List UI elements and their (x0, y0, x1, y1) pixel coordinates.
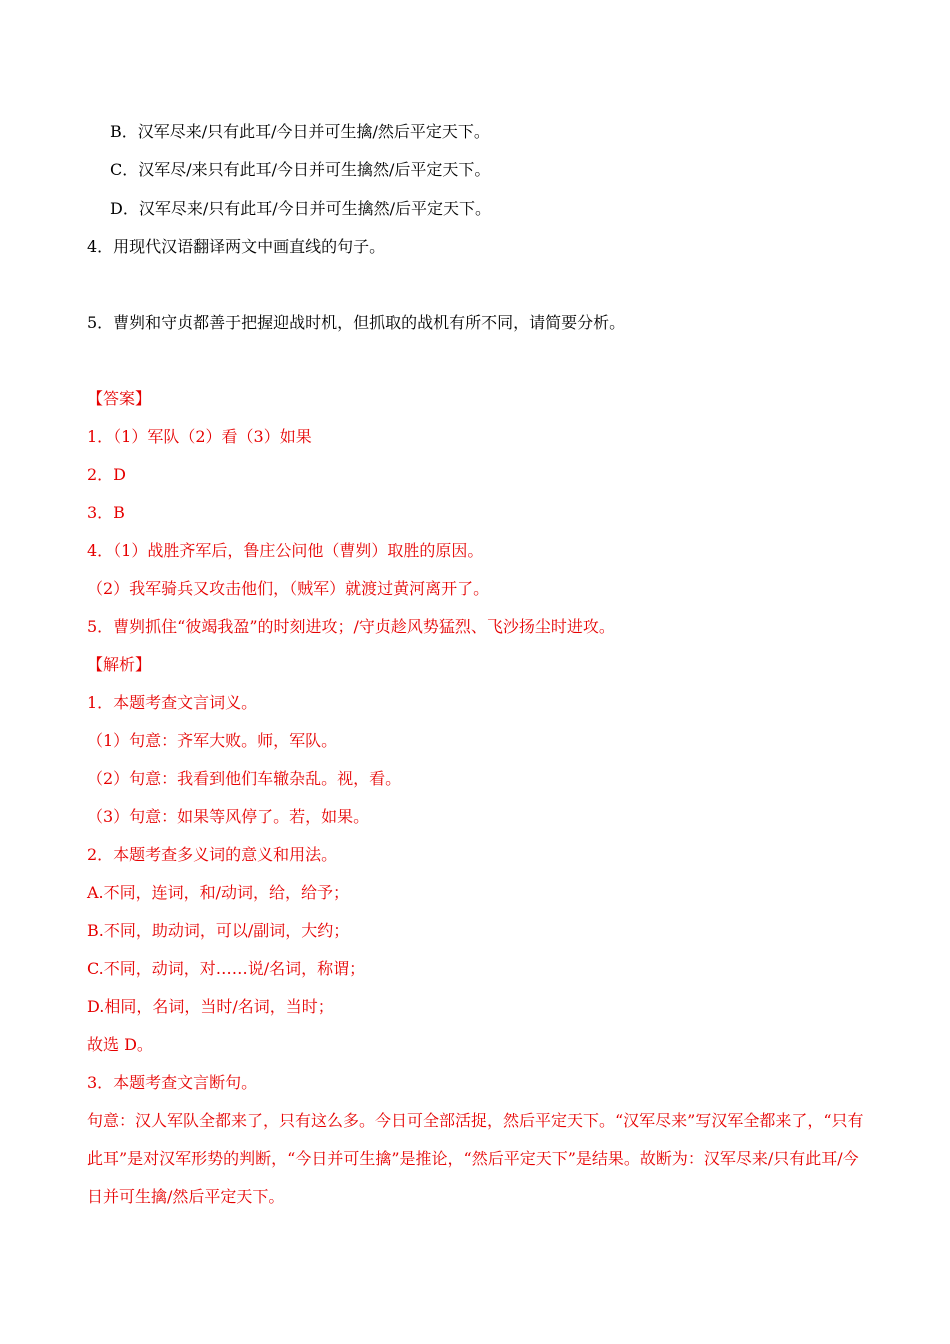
analysis-1: 1．本题考查文言词义。 (87, 693, 258, 712)
analysis-1-3: （3）句意：如果等风停了。若，如果。 (87, 807, 370, 826)
analysis-2-conclusion: 故选 D。 (87, 1035, 153, 1054)
answer-4-part-1: 4．（1）战胜齐军后，鲁庄公问他（曹刿）取胜的原因。 (87, 541, 484, 560)
answer-4-part-2: （2）我军骑兵又攻击他们，（贼军）就渡过黄河离开了。 (87, 579, 490, 598)
option-d: D．汉军尽来/只有此耳/今日并可生擒然/后平定天下。 (110, 199, 492, 218)
analysis-2-b: B.不同，助动词，可以/副词，大约； (87, 921, 350, 940)
analysis-3-text: 句意：汉人军队全都来了，只有这么多。今日可全部活捉，然后平定天下。“汉军尽来”写汉军全都来了，“只有此耳”是对汉军形势的判断，“今日并可生擒”是推论，“然后平定天下”是结果。故断为：汉军尽来/只有此耳/今日并可生擒/然后平定天下。 (87, 1111, 864, 1206)
option-c: C．汉军尽/来只有此耳/今日并可生擒然/后平定天下。 (110, 160, 491, 179)
option-b: B．汉军尽来/只有此耳/今日并可生擒/然后平定天下。 (110, 122, 490, 141)
question-5: 5．曹刿和守贞都善于把握迎战时机，但抓取的战机有所不同，请简要分析。 (87, 313, 626, 332)
answer-5: 5．曹刿抓住“彼竭我盈”的时刻进攻；/守贞趁风势猛烈、飞沙扬尘时进攻。 (87, 617, 615, 636)
analysis-2-a: A.不同，连词，和/动词，给，给予； (87, 883, 350, 902)
analysis-2-c: C.不同，动词，对……说/名词，称谓； (87, 959, 366, 978)
question-4: 4．用现代汉语翻译两文中画直线的句子。 (87, 237, 386, 256)
analysis-1-1: （1）句意：齐军大败。师，军队。 (87, 731, 338, 750)
answer-1: 1．（1）军队（2）看（3）如果 (87, 427, 312, 446)
analysis-heading: 【解析】 (87, 655, 152, 674)
analysis-2: 2．本题考查多义词的意义和用法。 (87, 845, 338, 864)
answer-3: 3．B (87, 503, 125, 522)
answer-2: 2．D (87, 465, 127, 484)
analysis-2-d: D.相同，名词，当时/名词，当时； (87, 997, 334, 1016)
answer-heading: 【答案】 (87, 389, 152, 408)
analysis-3: 3．本题考查文言断句。 (87, 1073, 258, 1092)
analysis-1-2: （2）句意：我看到他们车辙杂乱。视，看。 (87, 769, 402, 788)
